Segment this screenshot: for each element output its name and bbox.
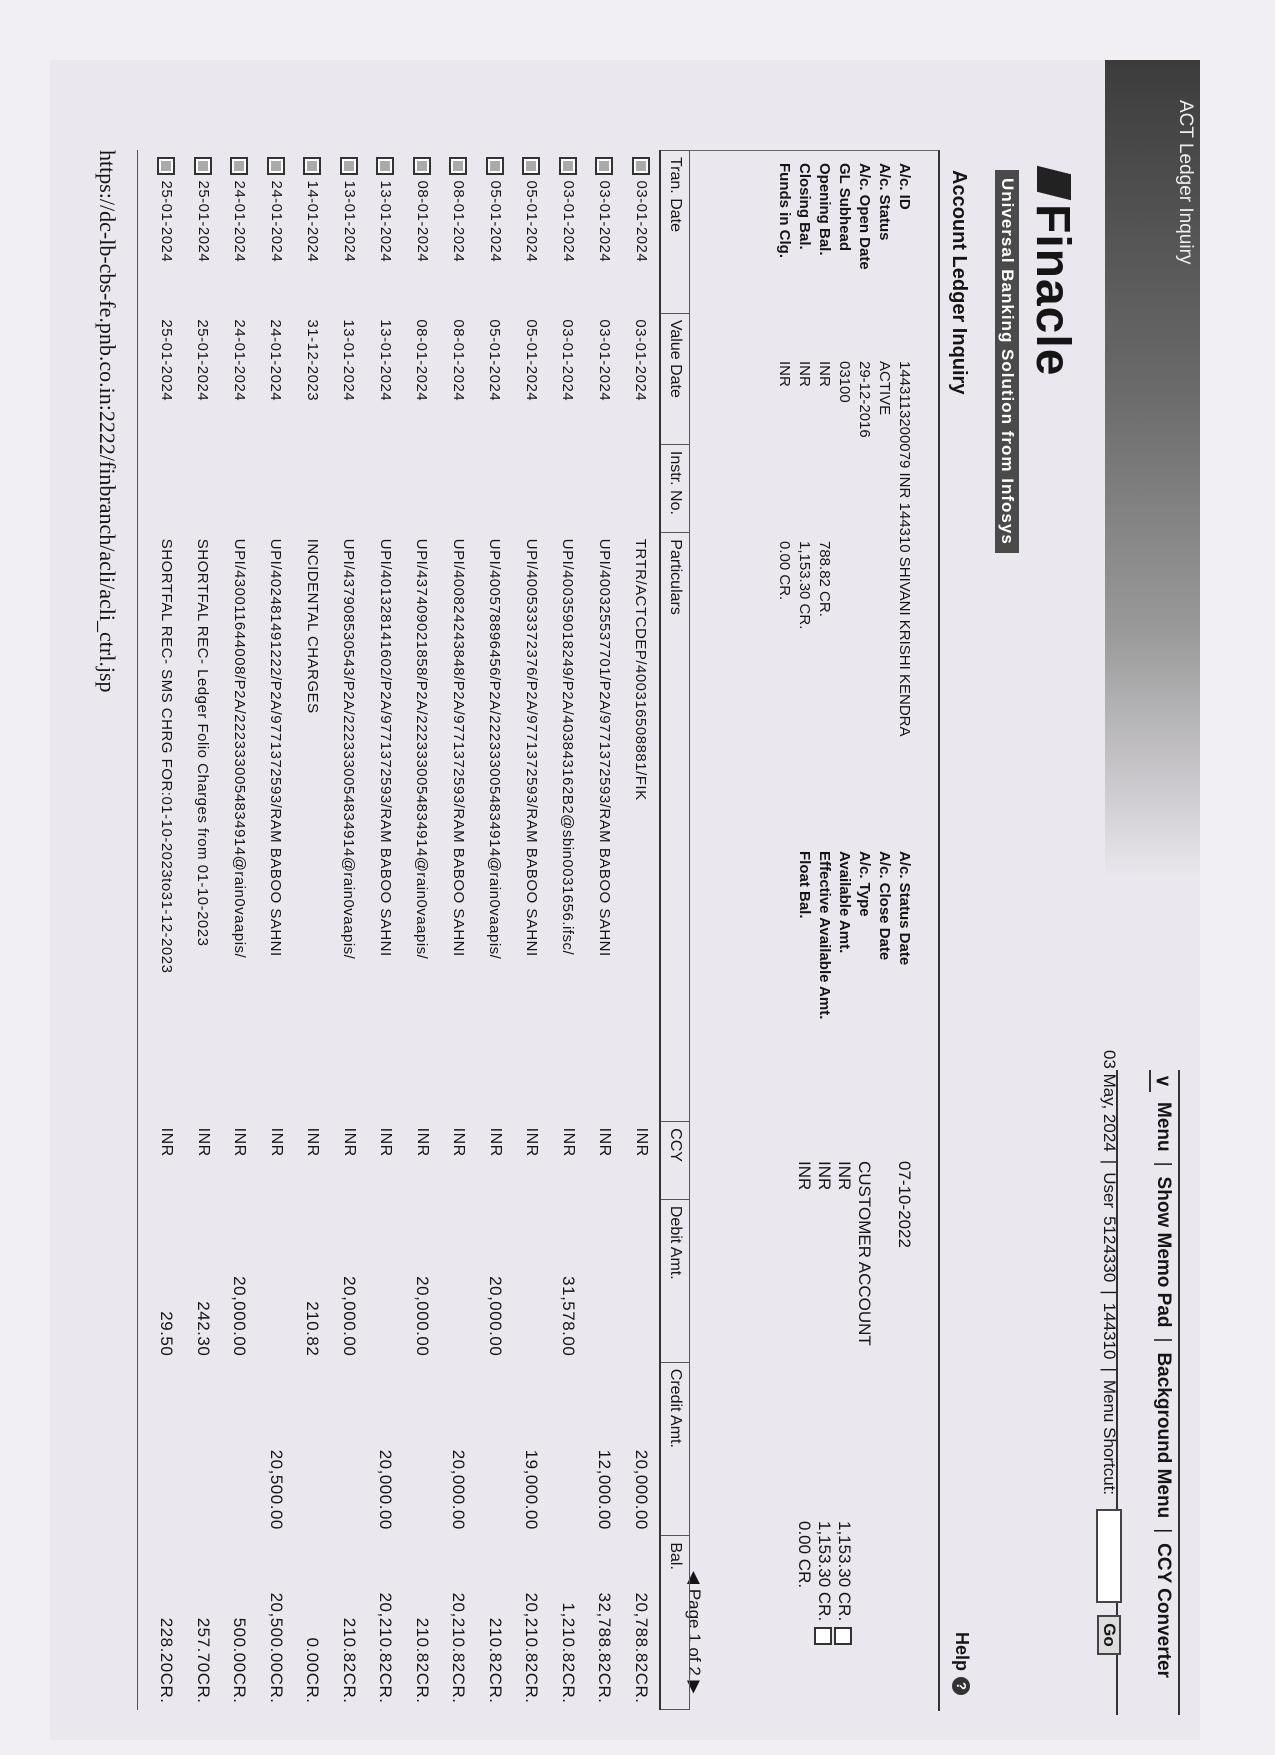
cell-debit: 20,000.00 <box>412 1276 432 1357</box>
cell-instr <box>221 444 258 532</box>
cell-credit: 20,000.00 <box>376 1449 396 1530</box>
row-details-icon[interactable] <box>376 157 394 175</box>
col-particulars: Particulars <box>660 533 690 1122</box>
account-values-left <box>774 361 914 736</box>
cell-debit <box>513 1199 550 1362</box>
cell-value-date: 03-01-2024 <box>559 319 577 402</box>
cell-value-date: 08-01-2024 <box>413 319 431 402</box>
page-title: Account Ledger Inquiry <box>948 170 970 395</box>
cell-value-date: 05-01-2024 <box>522 319 540 402</box>
table-row[interactable] <box>294 151 331 1710</box>
cell-bal: 20,210.82CR. <box>376 1592 396 1704</box>
row-details-icon[interactable] <box>595 157 613 175</box>
cell-debit <box>623 1199 661 1362</box>
cell-tran-date: 08-01-2024 <box>440 151 477 314</box>
cell-bal: 32,788.82CR. <box>595 1592 615 1704</box>
cell-tran-date: 03-01-2024 <box>550 151 587 314</box>
branch-code: 144310 <box>1100 1302 1119 1360</box>
account-labels-left: A/c. ID A/c. Status A/c. Open Date GL Subhead Opening Bal. Closing Bal. Funds in Clg. <box>776 163 913 270</box>
cell-ccy: INR <box>523 1127 541 1157</box>
scan-shadow <box>1105 60 1200 880</box>
cell-instr <box>513 444 550 532</box>
col-tran-date: Tran. Date <box>660 151 690 314</box>
row-details-icon[interactable] <box>559 157 577 175</box>
details-icon[interactable] <box>814 1627 832 1645</box>
footer-divider <box>137 150 138 1710</box>
cell-particulars: SHORTFAL REC- Ledger Folio Charges from 01-10-2023 <box>194 538 212 947</box>
cell-bal: 20,788.82CR. <box>631 1592 651 1704</box>
cell-particulars: UPI/400578896456/P2A/2223330054834914@rain0vaapis/ <box>486 538 504 960</box>
cell-credit <box>221 1362 258 1536</box>
table-row[interactable] <box>148 151 185 1710</box>
show-memo-pad-link[interactable]: Show Memo Pad <box>1153 1176 1174 1328</box>
session-date: 03 May, 2024 <box>1100 1050 1119 1152</box>
row-details-icon[interactable] <box>413 157 431 175</box>
status-date: 07-10-2022 <box>895 1161 914 1248</box>
brand-block <box>995 170 1080 553</box>
cell-credit <box>148 1362 185 1536</box>
menu-link[interactable]: Menu <box>1153 1102 1174 1152</box>
cell-value-date: 25-01-2024 <box>157 319 175 402</box>
cell-ccy: INR <box>413 1127 431 1157</box>
cell-credit: 20,500.00 <box>266 1449 286 1530</box>
cell-instr <box>367 444 404 532</box>
cell-debit: 242.30 <box>193 1301 213 1357</box>
ledger-body <box>148 151 660 1710</box>
page-url: https://dc-lb-cbs-fe.pnb.co.in:2222/finbranch/acli/acli_ctrl.jsp <box>95 150 120 693</box>
cell-credit <box>294 1362 331 1536</box>
table-row[interactable] <box>221 151 258 1710</box>
cell-ccy: INR <box>377 1127 395 1157</box>
account-labels-right: A/c. Status Date A/c. Close Date A/c. Type Available Amt. Effective Available Amt. Float Bal. <box>796 851 913 1020</box>
cell-tran-date: 24-01-2024 <box>221 151 258 314</box>
col-instr-no: Instr. No. <box>660 444 690 532</box>
table-row[interactable] <box>477 151 514 1710</box>
table-row[interactable] <box>258 151 295 1710</box>
cell-credit: 20,000.00 <box>631 1449 651 1530</box>
cell-tran-date: 25-01-2024 <box>185 151 222 314</box>
account-status: ACTIVE <box>876 361 893 416</box>
table-row[interactable] <box>623 151 661 1710</box>
cell-credit <box>550 1362 587 1536</box>
account-values-right <box>794 1161 914 1645</box>
cell-instr <box>477 444 514 532</box>
cell-credit <box>185 1362 222 1536</box>
float-balance: INR0.00 CR. <box>795 1161 814 1589</box>
cell-bal: 20,210.82CR. <box>522 1592 542 1704</box>
table-row[interactable] <box>513 151 550 1710</box>
cell-value-date: 08-01-2024 <box>449 319 467 402</box>
cell-ccy: INR <box>304 1127 322 1157</box>
cell-value-date: 03-01-2024 <box>632 319 650 402</box>
opening-balance: INR788.82 CR. <box>816 361 833 617</box>
details-icon[interactable] <box>834 1627 852 1645</box>
effective-available-amount: INR1,153.30 CR. <box>814 1161 834 1645</box>
cell-value-date: 03-01-2024 <box>595 319 613 402</box>
cell-instr <box>331 444 368 532</box>
cell-credit: 19,000.00 <box>522 1449 542 1530</box>
finacle-logo: Finacle <box>1025 170 1080 553</box>
row-details-icon[interactable] <box>449 157 467 175</box>
cell-instr <box>440 444 477 532</box>
cell-value-date: 24-01-2024 <box>230 319 248 402</box>
row-details-icon[interactable] <box>632 157 650 175</box>
account-id: 1443113200079 INR 144310 SHIVANI KRISHI KENDRA <box>896 361 913 737</box>
help-icon: ? <box>953 1677 971 1695</box>
top-navigation <box>1100 1050 1180 1715</box>
cell-bal: 210.82CR. <box>485 1617 505 1704</box>
table-row[interactable] <box>404 151 441 1710</box>
user-info-row: 03 May, 2024 | User 5124330 | 144310 | Menu Shortcut: Go <box>1096 1050 1122 1655</box>
table-row[interactable] <box>185 151 222 1710</box>
row-details-icon[interactable] <box>303 157 321 175</box>
cell-debit: 29.50 <box>157 1311 177 1357</box>
menu-bar: ∨ Menu | Show Memo Pad | Background Menu | CCY Converter <box>1149 1070 1174 1678</box>
cell-ccy: INR <box>486 1127 504 1157</box>
user-id: 5124330 <box>1100 1216 1119 1283</box>
row-details-icon[interactable] <box>522 157 540 175</box>
cell-tran-date: 03-01-2024 <box>586 151 623 314</box>
cell-debit: 20,000.00 <box>230 1276 250 1357</box>
cell-credit <box>477 1362 514 1536</box>
closing-balance: INR1,153.30 CR. <box>796 361 813 630</box>
cell-ccy: INR <box>267 1127 285 1157</box>
cell-ccy: INR <box>596 1127 614 1157</box>
cell-bal: 20,210.82CR. <box>449 1592 469 1704</box>
window-title: ACT Ledger Inquiry <box>1175 100 1196 265</box>
row-details-icon[interactable] <box>486 157 504 175</box>
menu-shortcut-label: Menu Shortcut: <box>1100 1379 1119 1496</box>
cell-ccy: INR <box>231 1127 249 1157</box>
brand-tagline: Universal Banking Solution from Infosys <box>995 170 1019 553</box>
cell-ccy: INR <box>158 1127 176 1157</box>
cell-debit: 20,000.00 <box>485 1276 505 1357</box>
cell-particulars: INCIDENTAL CHARGES <box>303 538 321 714</box>
row-details-icon[interactable] <box>230 157 248 175</box>
cell-bal: 210.82CR. <box>412 1617 432 1704</box>
cell-bal: 210.82CR. <box>339 1617 359 1704</box>
cell-instr <box>294 444 331 532</box>
row-details-icon[interactable] <box>157 157 175 175</box>
prev-page-icon[interactable]: ◀ <box>685 1571 704 1585</box>
col-balance: Bal. <box>660 1536 690 1710</box>
col-ccy: CCY <box>660 1122 690 1200</box>
ledger-table <box>148 150 690 1710</box>
user-label: User <box>1100 1172 1119 1209</box>
cell-particulars: UPI/400824243848/P2A/9771372593/RAM BABOO SAHNI <box>449 538 467 957</box>
cell-bal: 20,500.00CR. <box>266 1592 286 1704</box>
gl-subhead: 03100 <box>836 361 853 403</box>
ccy-converter-link[interactable]: CCY Converter <box>1153 1543 1174 1678</box>
dropdown-arrow-icon[interactable]: ∨ <box>1149 1070 1174 1092</box>
cell-tran-date: 05-01-2024 <box>477 151 514 314</box>
cell-instr <box>185 444 222 532</box>
cell-credit: 20,000.00 <box>449 1449 469 1530</box>
cell-instr <box>586 444 623 532</box>
table-row[interactable] <box>367 151 404 1710</box>
account-open-date: 29-12-2016 <box>856 361 873 438</box>
menu-shortcut-input[interactable] <box>1096 1509 1122 1603</box>
cell-tran-date: 05-01-2024 <box>513 151 550 314</box>
cell-debit: 20,000.00 <box>339 1276 359 1357</box>
cell-debit: 210.82 <box>303 1301 323 1357</box>
available-amount: INR1,153.30 CR. <box>834 1161 854 1645</box>
cell-bal: 257.70CR. <box>193 1617 213 1704</box>
cell-particulars: UPI/401328141602/P2A/9771372593/RAM BABOO SAHNI <box>376 538 394 957</box>
cell-tran-date: 08-01-2024 <box>404 151 441 314</box>
col-value-date: Value Date <box>660 313 690 444</box>
cell-ccy: INR <box>632 1127 650 1157</box>
cell-bal: 228.20CR. <box>157 1617 177 1704</box>
cell-value-date: 31-12-2023 <box>303 319 321 402</box>
cell-bal: 0.00CR. <box>303 1637 323 1704</box>
cell-particulars: UPI/400359018249/P2A/403843162B2@sbin0031656.ifsc/ <box>559 538 577 956</box>
cell-value-date: 13-01-2024 <box>340 319 358 402</box>
row-details-icon[interactable] <box>340 157 358 175</box>
cell-particulars: UPI/437409021858/P2A/2223330054834914@rain0vaapis/ <box>413 538 431 960</box>
background-menu-link[interactable]: Background Menu <box>1153 1352 1174 1519</box>
cell-debit: 31,578.00 <box>558 1276 578 1357</box>
funds-in-clearing: INR0.00 CR. <box>776 361 793 601</box>
account-type: CUSTOMER ACCOUNT <box>855 1161 874 1346</box>
cell-instr <box>148 444 185 532</box>
ledger-page-rotated <box>50 60 1200 1740</box>
cell-ccy: INR <box>559 1127 577 1157</box>
cell-tran-date: 25-01-2024 <box>148 151 185 314</box>
cell-instr <box>404 444 441 532</box>
table-row[interactable] <box>550 151 587 1710</box>
cell-ccy: INR <box>450 1127 468 1157</box>
cell-instr <box>258 444 295 532</box>
page-indicator: Page 1 of 2 <box>685 1588 704 1676</box>
cell-value-date: 13-01-2024 <box>376 319 394 402</box>
cell-particulars: UPI/437908530543/P2A/2223330054834914@rain0vaapis/ <box>340 538 358 960</box>
logo-mark-icon <box>1037 166 1071 200</box>
cell-bal: 1,210.82CR. <box>558 1602 578 1704</box>
cell-tran-date: 13-01-2024 <box>331 151 368 314</box>
cell-value-date: 24-01-2024 <box>267 319 285 402</box>
cell-particulars: TRTR/ACTCDEP/400316508881/FIK <box>632 538 650 801</box>
cell-debit <box>586 1199 623 1362</box>
cell-credit <box>404 1362 441 1536</box>
account-summary <box>685 150 940 1711</box>
table-header-row <box>660 151 690 1710</box>
cell-tran-date: 14-01-2024 <box>294 151 331 314</box>
table-row[interactable] <box>586 151 623 1710</box>
close-date <box>874 1161 894 1645</box>
cell-instr <box>623 444 661 532</box>
cell-credit: 12,000.00 <box>595 1449 615 1530</box>
cell-value-date: 05-01-2024 <box>486 319 504 402</box>
cell-tran-date: 24-01-2024 <box>258 151 295 314</box>
row-details-icon[interactable] <box>194 157 212 175</box>
cell-particulars: UPI/400325537701/P2A/9771372593/RAM BABOO SAHNI <box>595 538 613 957</box>
cell-tran-date: 03-01-2024 <box>623 151 661 314</box>
col-debit: Debit Amt. <box>660 1199 690 1362</box>
cell-credit <box>331 1362 368 1536</box>
cell-value-date: 25-01-2024 <box>194 319 212 402</box>
table-row[interactable] <box>331 151 368 1710</box>
row-details-icon[interactable] <box>267 157 285 175</box>
cell-tran-date: 13-01-2024 <box>367 151 404 314</box>
next-page-icon[interactable]: ▶ <box>685 1680 704 1694</box>
cell-instr <box>550 444 587 532</box>
table-row[interactable] <box>440 151 477 1710</box>
cell-ccy: INR <box>340 1127 358 1157</box>
col-credit: Credit Amt. <box>660 1362 690 1536</box>
cell-particulars: UPI/430011644008/P2A/2223330054834914@rain0vaapis/ <box>230 538 248 959</box>
help-button[interactable]: Help ? <box>951 1632 972 1695</box>
cell-ccy: INR <box>194 1127 212 1157</box>
cell-debit <box>440 1199 477 1362</box>
cell-particulars: SHORTFAL REC- SMS CHRG FOR:01-10-2023to31-12-2023 <box>157 538 175 974</box>
cell-bal: 500.00CR. <box>230 1617 250 1704</box>
cell-debit <box>367 1199 404 1362</box>
cell-debit <box>258 1199 295 1362</box>
go-button[interactable]: Go <box>1097 1615 1121 1655</box>
cell-particulars: UPI/400533372376/P2A/9771372593/RAM BABOO SAHNI <box>522 538 540 957</box>
cell-particulars: UPI/402481491222/P2A/9771372593/RAM BABOO SAHNI <box>267 538 285 957</box>
